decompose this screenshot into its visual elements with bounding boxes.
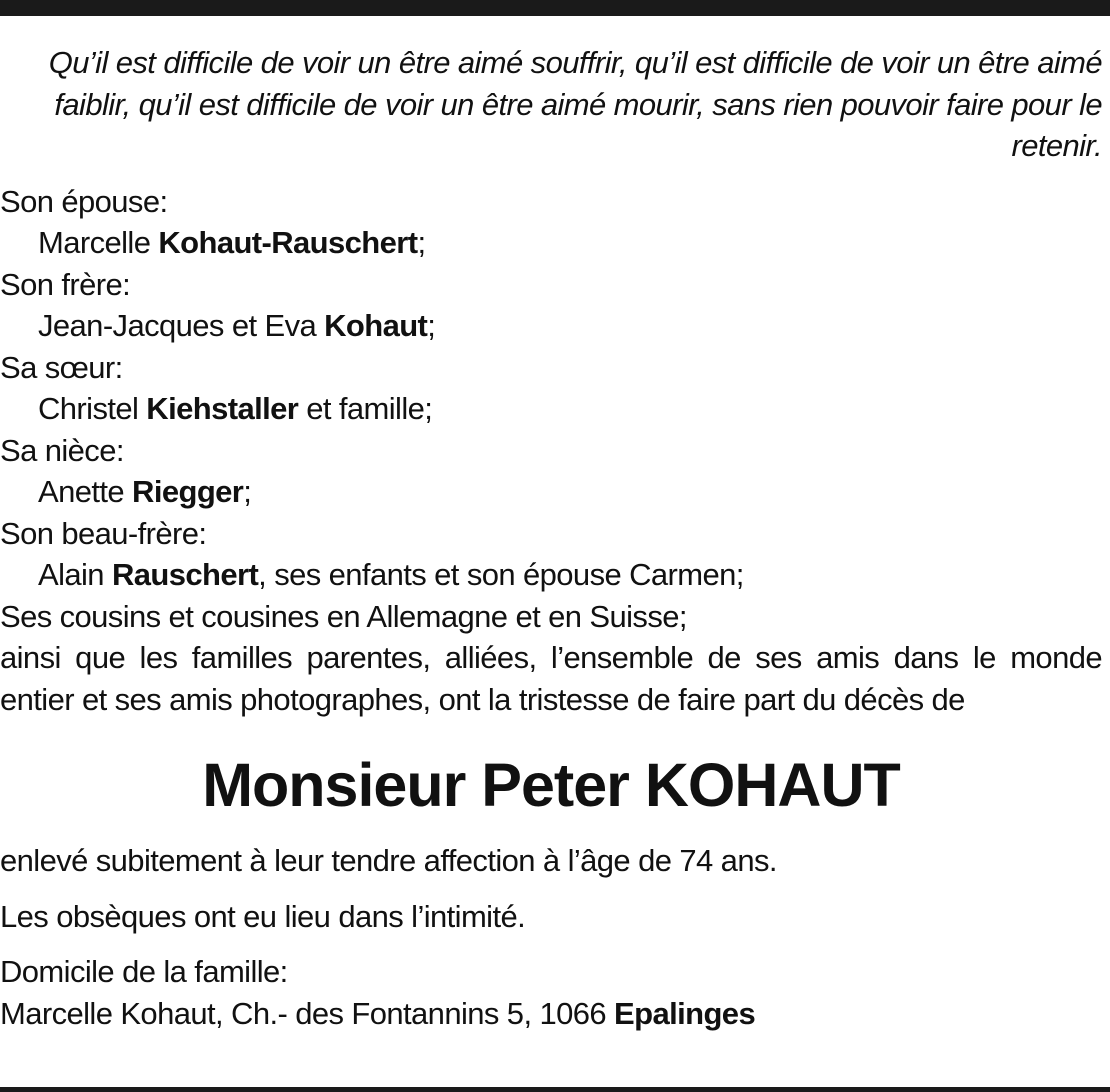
bottom-rule (0, 1087, 1110, 1092)
given-names: Marcelle (38, 225, 159, 260)
relation-role-spouse: Son épouse: (0, 183, 168, 219)
given-names: Christel (38, 391, 147, 426)
family-list (0, 181, 1102, 638)
surname: Kiehstaller (146, 391, 299, 426)
surname: Rauschert (111, 557, 259, 592)
relation-role-brother-in-law: Son beau-frère: (0, 515, 207, 551)
domicile-address (0, 993, 1102, 1035)
announcement-paragraph: ainsi que les familles parentes, alliées, l’ensemble de ses amis dans le monde entier et ses amis photographes, ont la tristesse de faire part du décès de (0, 640, 1102, 717)
funeral-line: Les obsèques ont eu lieu dans l’intimité. (0, 898, 526, 934)
domicile-label: Domicile de la famille: (0, 954, 288, 989)
epigraph-quote: Qu’il est difficile de voir un être aimé souffrir, qu’il est difficile de voir un être aimé faiblir, qu’il est difficile de voir un être aimé mourir, sans rien pouvoir faire pour le retenir. (48, 45, 1102, 163)
relation-names-brother (0, 305, 1102, 347)
relation-role-brother: Son frère: (0, 266, 131, 302)
relation-names-spouse (0, 222, 1102, 264)
surname: Kohaut (324, 308, 428, 343)
relation-role-niece: Sa nièce: (0, 432, 124, 468)
surname: Kohaut-Rauschert (158, 225, 418, 260)
domicile-block (0, 951, 1102, 1034)
given-names: Alain (38, 557, 112, 592)
relation-names-niece (0, 471, 1102, 513)
cousins-line: Ses cousins et cousines en Allemagne et en Suisse; (0, 598, 687, 634)
top-rule (0, 0, 1110, 16)
relation-role-sister: Sa sœur: (0, 349, 123, 385)
obituary-notice (0, 42, 1102, 1034)
name-suffix: ; (243, 474, 252, 509)
given-names: Anette (38, 474, 133, 509)
relation-names-sister (0, 388, 1102, 430)
name-suffix: et famille; (298, 391, 433, 426)
given-names: Jean-Jacques et Eva (38, 308, 325, 343)
name-suffix: , ses enfants et son épouse Carmen; (258, 557, 744, 592)
relation-names-brother-in-law (0, 554, 1102, 596)
name-suffix: ; (417, 225, 426, 260)
surname: Riegger (132, 474, 244, 509)
name-suffix: ; (427, 308, 436, 343)
address-text: Marcelle Kohaut, Ch.- des Fontannins 5, 1066 (0, 995, 615, 1031)
deceased-name: Monsieur Peter KOHAUT (202, 751, 900, 819)
circumstances-line: enlevé subitement à leur tendre affection à l’âge de 74 ans. (0, 843, 777, 878)
address-city: Epalinges (614, 995, 756, 1031)
